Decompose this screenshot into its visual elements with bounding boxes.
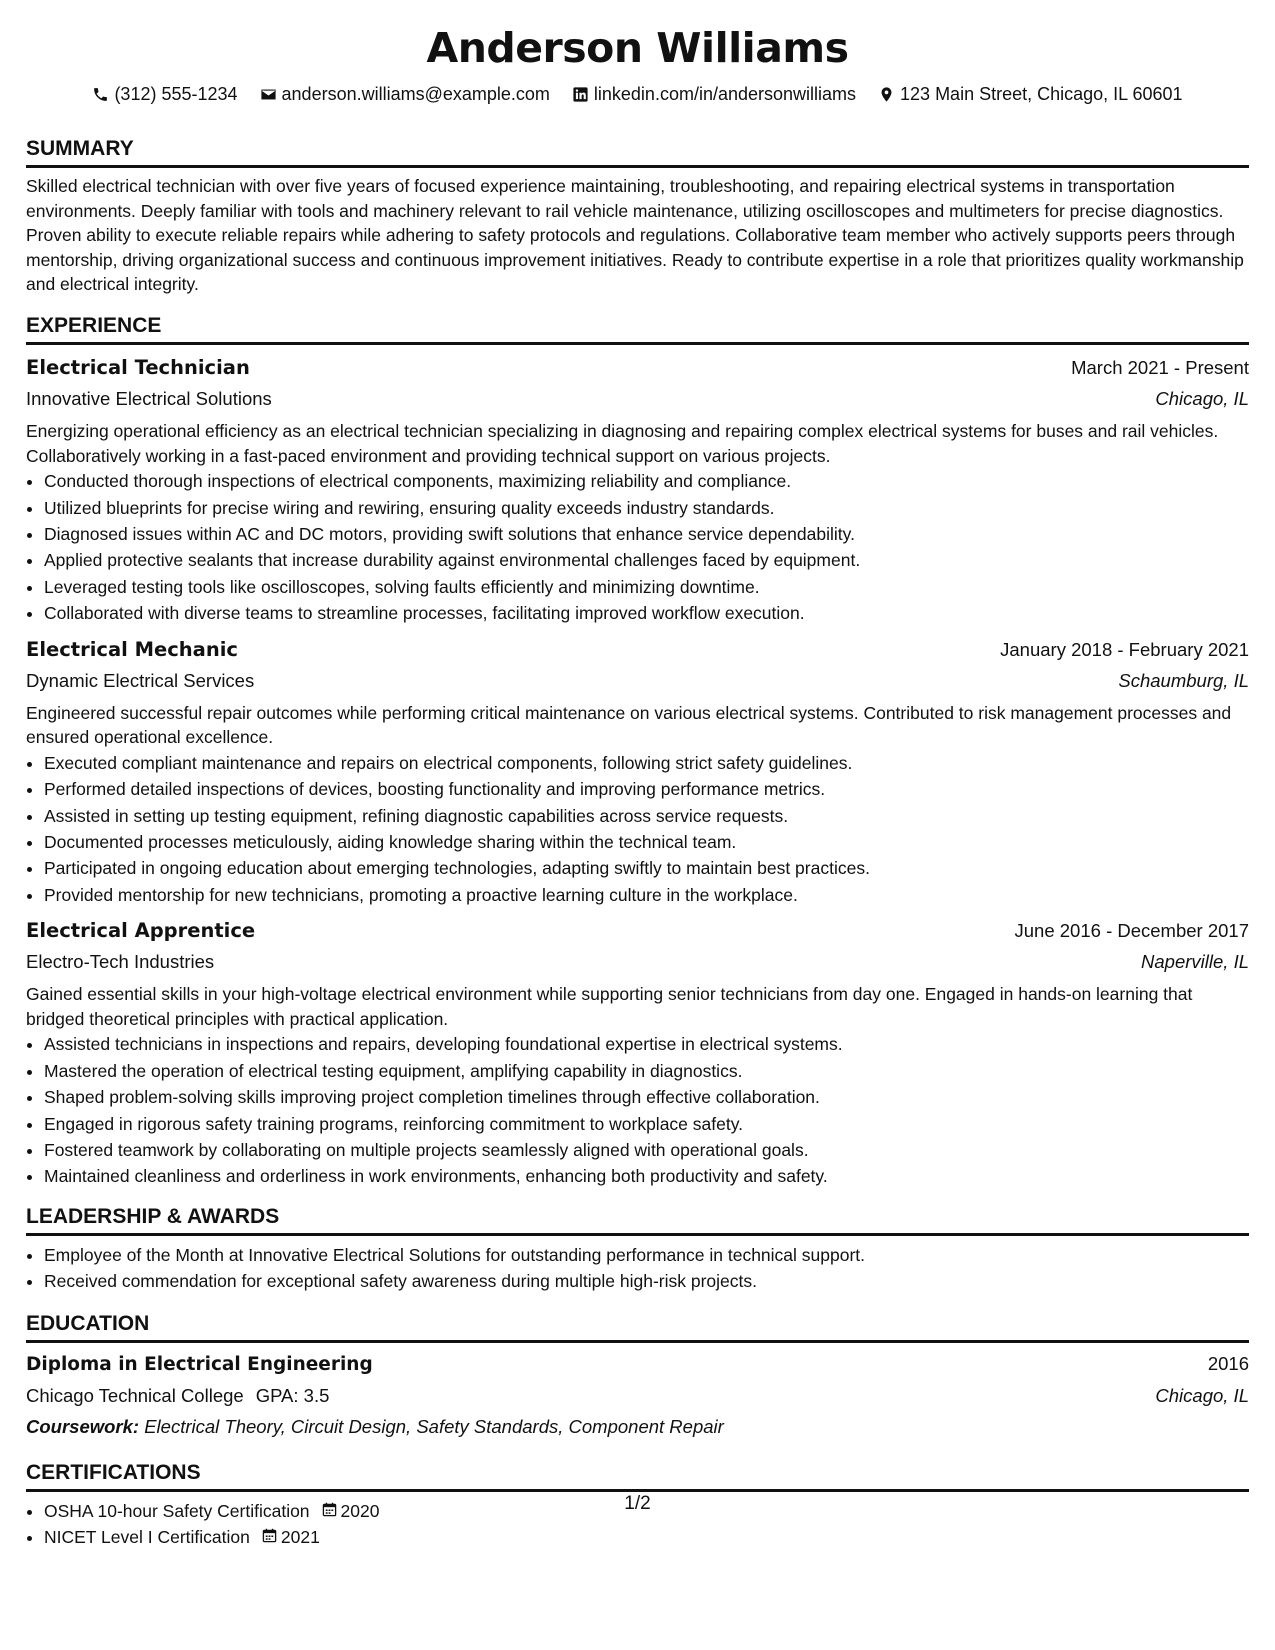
job-company: Innovative Electrical Solutions — [26, 387, 272, 409]
summary-text: Skilled electrical technician with over five years of focused experience maintaining, troubleshooting, and repairing electrical systems in transportation environments. Deeply familiar with tools and machinery relevant to rail vehicle maintenance, utilizing oscilloscopes and multimeters for precise diagnostics. Proven ability to execute reliable repairs while adhering to safety protocols and regulations. Collaborative team member who actively supports peers through mentorship, driving organizational success and continuous improvement initiatives. Ready to contribute expertise in a role that prioritizes quality workmanship and electrical integrity. — [26, 176, 1244, 295]
job-title: Electrical Mechanic — [26, 637, 238, 661]
list-item: • Performed detailed inspections of devices, boosting functionality and improving performance metrics. — [44, 776, 1249, 802]
job-title: Electrical Technician — [26, 355, 250, 379]
calendar-icon — [262, 1524, 277, 1550]
coursework — [26, 1412, 1249, 1442]
list-item: • Leveraged testing tools like oscilloscopes, solving faults efficiently and minimizing downtime. — [44, 574, 1249, 600]
degree-year: 2016 — [1207, 1352, 1249, 1374]
address-text: 123 Main Street, Chicago, IL 60601 — [900, 84, 1183, 104]
list-item: • Mastered the operation of electrical testing equipment, amplifying capability in diagnostics. — [44, 1058, 1249, 1084]
map-pin-icon — [878, 86, 895, 103]
job-entry — [26, 353, 1249, 627]
job-entry — [26, 635, 1249, 909]
section-title-experience: EXPERIENCE — [26, 313, 1249, 345]
contact-email[interactable] — [260, 82, 550, 106]
list-item: • Diagnosed issues within AC and DC motors, providing swift solutions that enhance service dependability. — [44, 521, 1249, 547]
candidate-name: Anderson Williams — [426, 24, 849, 72]
cert-year: 2020 — [340, 1500, 380, 1521]
list-item: • Documented processes meticulously, aiding knowledge sharing within the technical team. — [44, 829, 1249, 855]
section-title-education: EDUCATION — [26, 1311, 1249, 1343]
list-item: • Employee of the Month at Innovative Electrical Solutions for outstanding performance in technical support. — [44, 1242, 1249, 1268]
phone-icon — [92, 86, 109, 103]
job-description: Engineered successful repair outcomes while performing critical maintenance on various electrical systems. Contributed to risk management processes and ensured operational excellence. — [26, 702, 1232, 748]
linkedin-link[interactable]: linkedin.com/in/andersonwilliams — [593, 84, 857, 104]
school-location: Chicago, IL — [1155, 1384, 1249, 1406]
cert-date — [262, 1524, 320, 1550]
job-description: Energizing operational efficiency as an electrical technician specializing in diagnosing and repairing complex electrical systems for buses and rail vehicles. Collaboratively working in a fast-paced environment and providing technical support on various projects. — [26, 420, 1219, 466]
list-item: • Assisted in setting up testing equipment, refining diagnostic capabilities across service requests. — [44, 803, 1249, 829]
job-bullets — [26, 468, 1249, 626]
job-bullets — [26, 1031, 1249, 1189]
job-company: Electro-Tech Industries — [26, 951, 215, 973]
list-item: • Provided mentorship for new technicians, promoting a proactive learning culture in the workplace. — [44, 882, 1249, 908]
phone-text: (312) 555-1234 — [114, 84, 238, 104]
leadership-list — [26, 1242, 1249, 1295]
job-dates: June 2016 - December 2017 — [1014, 920, 1249, 942]
contact-phone — [92, 82, 237, 106]
page-number: 1/2 — [624, 1493, 651, 1514]
coursework-label: Coursework: — [26, 1415, 140, 1437]
list-item: • Shaped problem-solving skills improving project completion timelines through effective collaboration. — [44, 1084, 1249, 1110]
list-item: • Executed compliant maintenance and repairs on electrical components, following strict safety guidelines. — [44, 750, 1249, 776]
job-dates: March 2021 - Present — [1071, 356, 1249, 378]
list-item — [44, 1524, 1249, 1550]
coursework-list: Electrical Theory, Circuit Design, Safety Standards, Component Repair — [144, 1415, 724, 1437]
email-link[interactable]: anderson.williams@example.com — [281, 84, 550, 104]
gpa: GPA: 3.5 — [255, 1384, 330, 1406]
list-item: • Utilized blueprints for precise wiring and rewiring, ensuring quality exceeds industry standards. — [44, 495, 1249, 521]
section-title-certifications: CERTIFICATIONS — [26, 1460, 1249, 1492]
job-title: Electrical Apprentice — [26, 919, 256, 943]
cert-name: OSHA 10-hour Safety Certification — [44, 1500, 310, 1521]
list-item: • Collaborated with diverse teams to streamline processes, facilitating improved workflow execution. — [44, 600, 1249, 626]
cert-year: 2021 — [280, 1527, 320, 1548]
job-location: Schaumburg, IL — [1118, 669, 1249, 691]
resume-page — [26, 0, 1249, 1550]
section-title-summary: SUMMARY — [26, 136, 1249, 168]
list-item: • Participated in ongoing education about emerging technologies, adapting swiftly to maintain best practices. — [44, 855, 1249, 881]
list-item: • Conducted thorough inspections of electrical components, maximizing reliability and compliance. — [44, 468, 1249, 494]
list-item: • Assisted technicians in inspections and repairs, developing foundational expertise in electrical systems. — [44, 1031, 1249, 1057]
job-bullets — [26, 750, 1249, 908]
job-description: Gained essential skills in your high-voltage electrical environment while supporting senior technicians from day one. Engaged in hands-on learning that bridged theoretical principles with practical application. — [26, 984, 1193, 1029]
envelope-icon — [260, 86, 277, 103]
job-location: Naperville, IL — [1141, 951, 1249, 973]
contact-bar — [26, 82, 1249, 106]
cert-name: NICET Level I Certification — [44, 1527, 250, 1548]
job-company: Dynamic Electrical Services — [26, 669, 255, 691]
list-item: • Applied protective sealants that increase durability against environmental challenges faced by equipment. — [44, 547, 1249, 573]
linkedin-icon — [572, 86, 589, 103]
list-item: • Engaged in rigorous safety training programs, reinforcing commitment to workplace safety. — [44, 1111, 1249, 1137]
school-name: Chicago Technical College — [26, 1384, 244, 1406]
contact-address — [878, 82, 1183, 106]
job-location: Chicago, IL — [1155, 387, 1249, 409]
job-entry — [26, 916, 1249, 1190]
list-item: • Maintained cleanliness and orderliness in work environments, enhancing both productivity and safety. — [44, 1163, 1249, 1189]
list-item: • Fostered teamwork by collaborating on multiple projects seamlessly aligned with operational goals. — [44, 1137, 1249, 1163]
school-line — [26, 1382, 329, 1410]
section-title-leadership: LEADERSHIP & AWARDS — [26, 1204, 1249, 1236]
education-entry — [26, 1349, 1249, 1442]
degree-title: Diploma in Electrical Engineering — [26, 1353, 373, 1375]
job-dates: January 2018 - February 2021 — [1000, 638, 1249, 660]
list-item: • Received commendation for exceptional safety awareness during multiple high-risk projects. — [44, 1268, 1249, 1294]
contact-linkedin[interactable] — [572, 82, 856, 106]
